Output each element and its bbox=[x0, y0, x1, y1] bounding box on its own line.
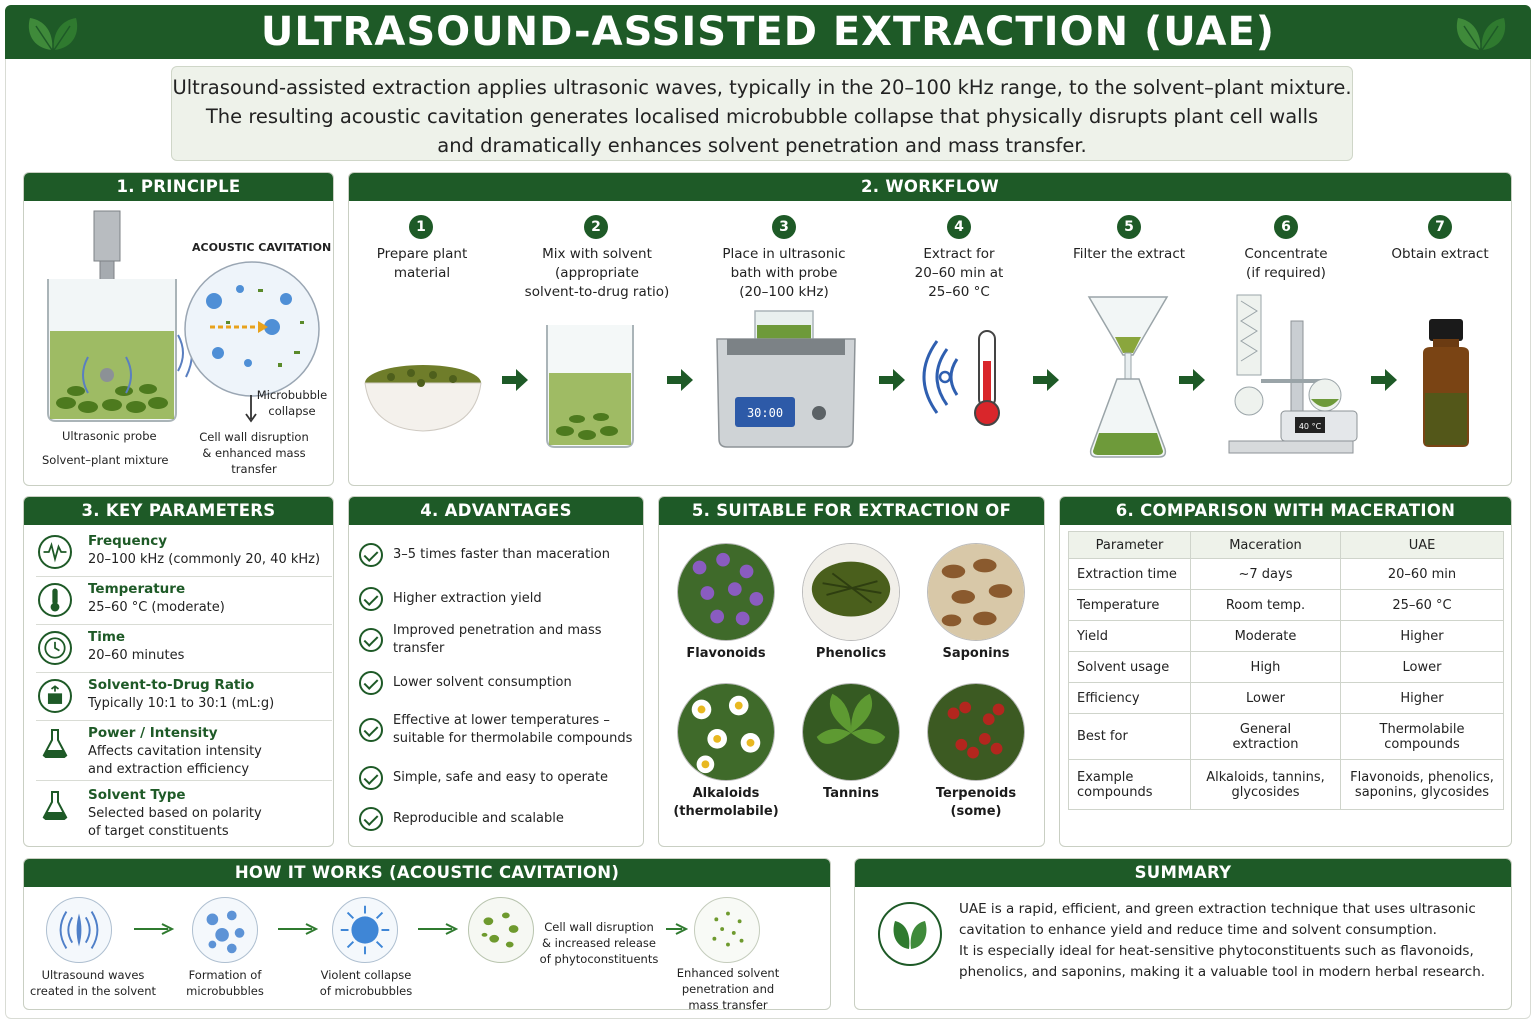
suitable-heading: 5. SUITABLE FOR EXTRACTION OF bbox=[659, 497, 1044, 525]
parameter-value: 20–100 kHz (commonly 20, 40 kHz) bbox=[88, 552, 321, 567]
principle-panel bbox=[23, 172, 334, 486]
compound-label-line: (some) bbox=[950, 804, 1002, 819]
table-cell-line: Flavonoids, phenolics, bbox=[1350, 769, 1494, 785]
step-label bbox=[1059, 245, 1199, 264]
table-cell: Yield bbox=[1069, 621, 1191, 652]
advantage-text-line: Effective at lower temperatures – bbox=[393, 713, 610, 728]
table-cell bbox=[1191, 714, 1341, 760]
step-number: 7 bbox=[1428, 215, 1452, 239]
parameter-row bbox=[36, 723, 332, 781]
summary-line: It is especially ideal for heat-sensitive phytoconstituents such as flavonoids, bbox=[959, 943, 1474, 959]
purple-flowers-image bbox=[677, 543, 775, 641]
table-cell: Lower bbox=[1191, 683, 1341, 714]
parameter-value-line: and extraction efficiency bbox=[88, 762, 250, 777]
table-header-row bbox=[1069, 532, 1504, 559]
advantage-item bbox=[359, 670, 572, 696]
advantage-text: 3–5 times faster than maceration bbox=[393, 547, 611, 562]
flask-icon bbox=[38, 789, 72, 823]
step-label-line: Concentrate bbox=[1244, 246, 1328, 262]
intro-line: Ultrasound-assisted extraction applies ultrasonic waves, typically in the 20–100 kHz range, to the solvent–plant mixture. bbox=[172, 76, 1352, 99]
advantage-item bbox=[359, 806, 564, 832]
table-cell-line: Thermolabile bbox=[1379, 721, 1465, 737]
step-label-line: (if required) bbox=[1246, 265, 1326, 281]
arrow-right-icon bbox=[1033, 369, 1059, 391]
table-cell-line: extraction bbox=[1232, 736, 1299, 752]
flask-icon bbox=[38, 727, 72, 761]
advantage-text: Lower solvent consumption bbox=[393, 675, 572, 690]
probe-beaker-illustration bbox=[36, 207, 196, 427]
table-cell-line: glycosides bbox=[1231, 784, 1300, 800]
extract-bottle bbox=[1417, 317, 1475, 449]
ratio-icon bbox=[38, 679, 72, 713]
disruption-label-line: Cell wall disruption bbox=[199, 430, 309, 444]
table-cell bbox=[1069, 760, 1191, 810]
how-step-label-line: mass transfer bbox=[688, 998, 768, 1010]
parameter-title: Solvent Type bbox=[88, 787, 186, 803]
compound-label bbox=[911, 785, 1041, 821]
how-step-label-line: Cell wall disruption bbox=[544, 920, 654, 934]
check-circle-icon bbox=[359, 543, 383, 567]
table-row bbox=[1069, 714, 1504, 760]
table-cell: Lower bbox=[1341, 652, 1504, 683]
how-step-label-line: Ultrasound waves bbox=[41, 968, 145, 982]
step-label-line: Obtain extract bbox=[1391, 246, 1489, 262]
summary-line: UAE is a rapid, efficient, and green extraction technique that uses ultrasonic bbox=[959, 901, 1476, 917]
parameters-heading: 3. KEY PARAMETERS bbox=[24, 497, 333, 525]
parameter-title: Power / Intensity bbox=[88, 725, 218, 741]
arrow-right-icon bbox=[134, 923, 176, 935]
table-cell: Higher bbox=[1341, 621, 1504, 652]
how-step-label bbox=[666, 965, 790, 1010]
how-step-label-line: Violent collapse bbox=[320, 968, 412, 982]
parameter-title: Temperature bbox=[88, 581, 186, 597]
plant-material-bowl bbox=[361, 343, 485, 435]
arrow-right-icon bbox=[667, 369, 693, 391]
arrow-right-icon bbox=[418, 923, 460, 935]
step-number: 5 bbox=[1117, 215, 1141, 239]
advantage-text-line: suitable for thermolabile compounds bbox=[393, 731, 633, 746]
parameter-row bbox=[36, 785, 332, 843]
check-circle-icon bbox=[359, 766, 383, 790]
check-circle-icon bbox=[359, 587, 383, 611]
advantage-item bbox=[359, 542, 610, 568]
ultrasound-thermometer-icon bbox=[917, 327, 1007, 427]
compound-label: Saponins bbox=[942, 646, 1010, 661]
microbubble-label bbox=[256, 387, 328, 419]
how-step-label-line: Enhanced solvent bbox=[676, 966, 780, 980]
microbubbles-icon bbox=[192, 897, 258, 963]
step-label bbox=[359, 245, 485, 283]
table-cell: 20–60 min bbox=[1341, 559, 1504, 590]
intro-line: and dramatically enhances solvent penetration and mass transfer. bbox=[437, 134, 1087, 157]
table-cell-line: Example bbox=[1077, 769, 1134, 785]
table-cell: Room temp. bbox=[1191, 590, 1341, 621]
solvent-beaker bbox=[541, 321, 639, 449]
step-label-line: Place in ultrasonic bbox=[722, 246, 846, 262]
parameter-value bbox=[88, 743, 262, 779]
parameter-value: 20–60 minutes bbox=[88, 648, 185, 663]
arrow-right-icon bbox=[502, 369, 528, 391]
table-cell bbox=[1191, 760, 1341, 810]
step-label-line: solvent-to-drug ratio) bbox=[524, 284, 670, 300]
table-cell bbox=[1341, 760, 1504, 810]
step-number: 4 bbox=[947, 215, 971, 239]
probe-label: Ultrasonic probe bbox=[62, 429, 157, 443]
parameter-value: 25–60 °C (moderate) bbox=[88, 600, 225, 615]
how-step-label bbox=[170, 967, 280, 999]
rotary-evaporator bbox=[1221, 291, 1361, 467]
table-row bbox=[1069, 621, 1504, 652]
ultrasonic-bath bbox=[713, 309, 859, 451]
check-circle-icon bbox=[359, 718, 383, 742]
how-step-label-line: created in the solvent bbox=[29, 984, 157, 998]
summary-heading: SUMMARY bbox=[855, 859, 1511, 887]
advantages-panel bbox=[348, 496, 644, 847]
workflow-panel bbox=[348, 172, 1512, 486]
table-cell-line: saponins, glycosides bbox=[1354, 784, 1490, 800]
step-label-line: Filter the extract bbox=[1072, 246, 1186, 262]
check-circle-icon bbox=[359, 671, 383, 695]
table-cell: Higher bbox=[1341, 683, 1504, 714]
advantage-text: Reproducible and scalable bbox=[393, 811, 564, 826]
step-label-line: Prepare plant bbox=[376, 246, 468, 262]
table-cell: Best for bbox=[1069, 714, 1191, 760]
step-label bbox=[894, 245, 1024, 302]
table-cell-line: compounds bbox=[1077, 784, 1153, 800]
advantage-text bbox=[393, 712, 632, 748]
how-step-label-line: of microbubbles bbox=[319, 984, 413, 998]
page-title: ULTRASOUND-ASSISTED EXTRACTION (UAE) bbox=[260, 9, 1276, 55]
parameter-row bbox=[36, 531, 332, 577]
disruption-label-line: & enhanced mass transfer bbox=[202, 446, 306, 476]
cavitation-circle bbox=[182, 259, 322, 399]
compound-label-line: Terpenoids bbox=[935, 786, 1017, 801]
step-label-line: bath with probe bbox=[730, 265, 838, 281]
how-step-label-line: Formation of bbox=[188, 968, 262, 982]
table-cell: Temperature bbox=[1069, 590, 1191, 621]
compound-label-line: Alkaloids bbox=[692, 786, 760, 801]
green-tea-leaves-image bbox=[802, 543, 900, 641]
leaf-icon bbox=[877, 901, 943, 967]
cavitation-label: ACOUSTIC CAVITATION bbox=[192, 241, 332, 254]
arrow-right-icon bbox=[1371, 369, 1397, 391]
comparison-panel bbox=[1059, 496, 1512, 847]
mass-transfer-icon bbox=[694, 897, 760, 963]
table-row bbox=[1069, 559, 1504, 590]
step-label bbox=[1221, 245, 1351, 283]
arrow-right-icon bbox=[879, 369, 905, 391]
suitable-panel bbox=[658, 496, 1045, 847]
column-header: Maceration bbox=[1191, 532, 1341, 559]
advantages-heading: 4. ADVANTAGES bbox=[349, 497, 643, 525]
summary-text bbox=[959, 899, 1499, 983]
bath-display: 30:00 bbox=[746, 406, 784, 420]
rotavap-display: 40 °C bbox=[1298, 422, 1322, 431]
step-number: 1 bbox=[409, 215, 433, 239]
bubble-collapse-icon bbox=[332, 897, 398, 963]
table-row bbox=[1069, 652, 1504, 683]
step-label bbox=[714, 245, 854, 302]
parameter-title: Solvent-to-Drug Ratio bbox=[88, 677, 255, 693]
parameter-row bbox=[36, 675, 332, 721]
chamomile-flowers-image bbox=[677, 683, 775, 781]
compound-label-line: (thermolabile) bbox=[673, 804, 779, 819]
table-cell: Solvent usage bbox=[1069, 652, 1191, 683]
table-cell: Moderate bbox=[1191, 621, 1341, 652]
step-label-line: (appropriate bbox=[555, 265, 639, 281]
arrow-right-icon bbox=[1179, 369, 1205, 391]
step-label-line: Mix with solvent bbox=[542, 246, 652, 262]
parameter-value: Typically 10:1 to 30:1 (mL:g) bbox=[88, 696, 275, 711]
table-cell-line: General bbox=[1239, 721, 1292, 737]
leaf-icon bbox=[1450, 10, 1512, 54]
advantage-text: Simple, safe and easy to operate bbox=[393, 770, 609, 785]
step-number: 2 bbox=[584, 215, 608, 239]
table-row bbox=[1069, 590, 1504, 621]
advantage-text: Higher extraction yield bbox=[393, 591, 542, 606]
mixture-label: Solvent–plant mixture bbox=[42, 453, 169, 467]
ultrasound-waves-icon bbox=[46, 897, 112, 963]
clock-icon bbox=[38, 631, 72, 665]
parameter-value-line: Affects cavitation intensity bbox=[88, 744, 262, 759]
advantage-item bbox=[359, 586, 542, 612]
title-banner bbox=[5, 5, 1531, 59]
comparison-heading: 6. COMPARISON WITH MACERATION bbox=[1060, 497, 1511, 525]
summary-line: cavitation to enhance yield and reduce time and solvent consumption. bbox=[959, 922, 1437, 938]
compound-label: Phenolics bbox=[815, 646, 887, 661]
check-circle-icon bbox=[359, 807, 383, 831]
parameter-row bbox=[36, 579, 332, 625]
how-step-label bbox=[24, 967, 162, 999]
table-cell bbox=[1341, 714, 1504, 760]
table-cell-line: compounds bbox=[1384, 736, 1460, 752]
step-number: 3 bbox=[772, 215, 796, 239]
green-leaves-image bbox=[802, 683, 900, 781]
cell-disruption-icon bbox=[468, 897, 534, 963]
waveform-icon bbox=[38, 535, 72, 569]
disruption-label bbox=[184, 429, 324, 477]
arrow-right-icon bbox=[278, 923, 320, 935]
parameter-title: Frequency bbox=[88, 533, 168, 549]
step-label-line: 25–60 °C bbox=[928, 284, 990, 300]
advantage-item bbox=[359, 623, 643, 656]
principle-heading: 1. PRINCIPLE bbox=[24, 173, 333, 201]
intro-box bbox=[171, 66, 1353, 161]
arrow-right-icon bbox=[666, 923, 688, 935]
how-step-label-line: penetration and bbox=[681, 982, 775, 996]
column-header: Parameter bbox=[1069, 532, 1191, 559]
red-berries-image bbox=[927, 683, 1025, 781]
advantage-item bbox=[359, 710, 632, 750]
table-cell: ~7 days bbox=[1191, 559, 1341, 590]
summary-panel bbox=[854, 858, 1512, 1010]
step-label bbox=[1375, 245, 1505, 264]
column-header: UAE bbox=[1341, 532, 1504, 559]
check-circle-icon bbox=[359, 628, 383, 652]
workflow-heading: 2. WORKFLOW bbox=[349, 173, 1511, 201]
comparison-table bbox=[1068, 531, 1504, 810]
table-cell: High bbox=[1191, 652, 1341, 683]
table-cell: 25–60 °C bbox=[1341, 590, 1504, 621]
how-it-works-panel bbox=[23, 858, 831, 1010]
parameter-value bbox=[88, 805, 262, 841]
how-step-label-line: & increased release bbox=[542, 936, 656, 950]
step-label-line: Extract for bbox=[923, 246, 995, 262]
compound-label: Flavonoids bbox=[686, 646, 766, 661]
how-step-label bbox=[310, 967, 422, 999]
step-label-line: 20–60 min at bbox=[914, 265, 1004, 281]
how-step-label-line: microbubbles bbox=[186, 984, 264, 998]
compound-label bbox=[661, 785, 791, 821]
parameter-row bbox=[36, 627, 332, 673]
compound-label: Tannins bbox=[823, 786, 879, 801]
microbubble-label-line: collapse bbox=[268, 404, 316, 418]
leaf-icon bbox=[22, 10, 84, 54]
filter-funnel-flask bbox=[1085, 293, 1171, 459]
parameter-value-line: Selected based on polarity bbox=[88, 806, 262, 821]
seeds-image bbox=[927, 543, 1025, 641]
parameters-panel bbox=[23, 496, 334, 847]
advantage-item bbox=[359, 765, 608, 791]
step-label-line: material bbox=[393, 265, 451, 281]
table-cell-line: Alkaloids, tannins, bbox=[1206, 769, 1325, 785]
parameter-value-line: of target constituents bbox=[88, 824, 229, 839]
advantage-text: Improved penetration and mass transfer bbox=[393, 623, 602, 656]
table-cell: Efficiency bbox=[1069, 683, 1191, 714]
table-row bbox=[1069, 683, 1504, 714]
table-row bbox=[1069, 760, 1504, 810]
step-label bbox=[519, 245, 675, 302]
how-it-works-heading: HOW IT WORKS (ACOUSTIC CAVITATION) bbox=[24, 859, 830, 887]
how-step-label bbox=[536, 919, 662, 967]
intro-line: The resulting acoustic cavitation generates localised microbubble collapse that physically disrupts plant cell walls bbox=[205, 105, 1319, 128]
summary-line: phenolics, and saponins, making it a valuable tool in modern herbal research. bbox=[959, 964, 1486, 980]
parameter-title: Time bbox=[88, 629, 126, 645]
step-label-line: (20–100 kHz) bbox=[739, 284, 829, 300]
table-cell: Extraction time bbox=[1069, 559, 1191, 590]
step-number: 6 bbox=[1274, 215, 1298, 239]
microbubble-label-line: Microbubble bbox=[256, 388, 328, 402]
how-step-label-line: of phytoconstituents bbox=[539, 952, 659, 966]
thermometer-icon bbox=[38, 583, 72, 617]
